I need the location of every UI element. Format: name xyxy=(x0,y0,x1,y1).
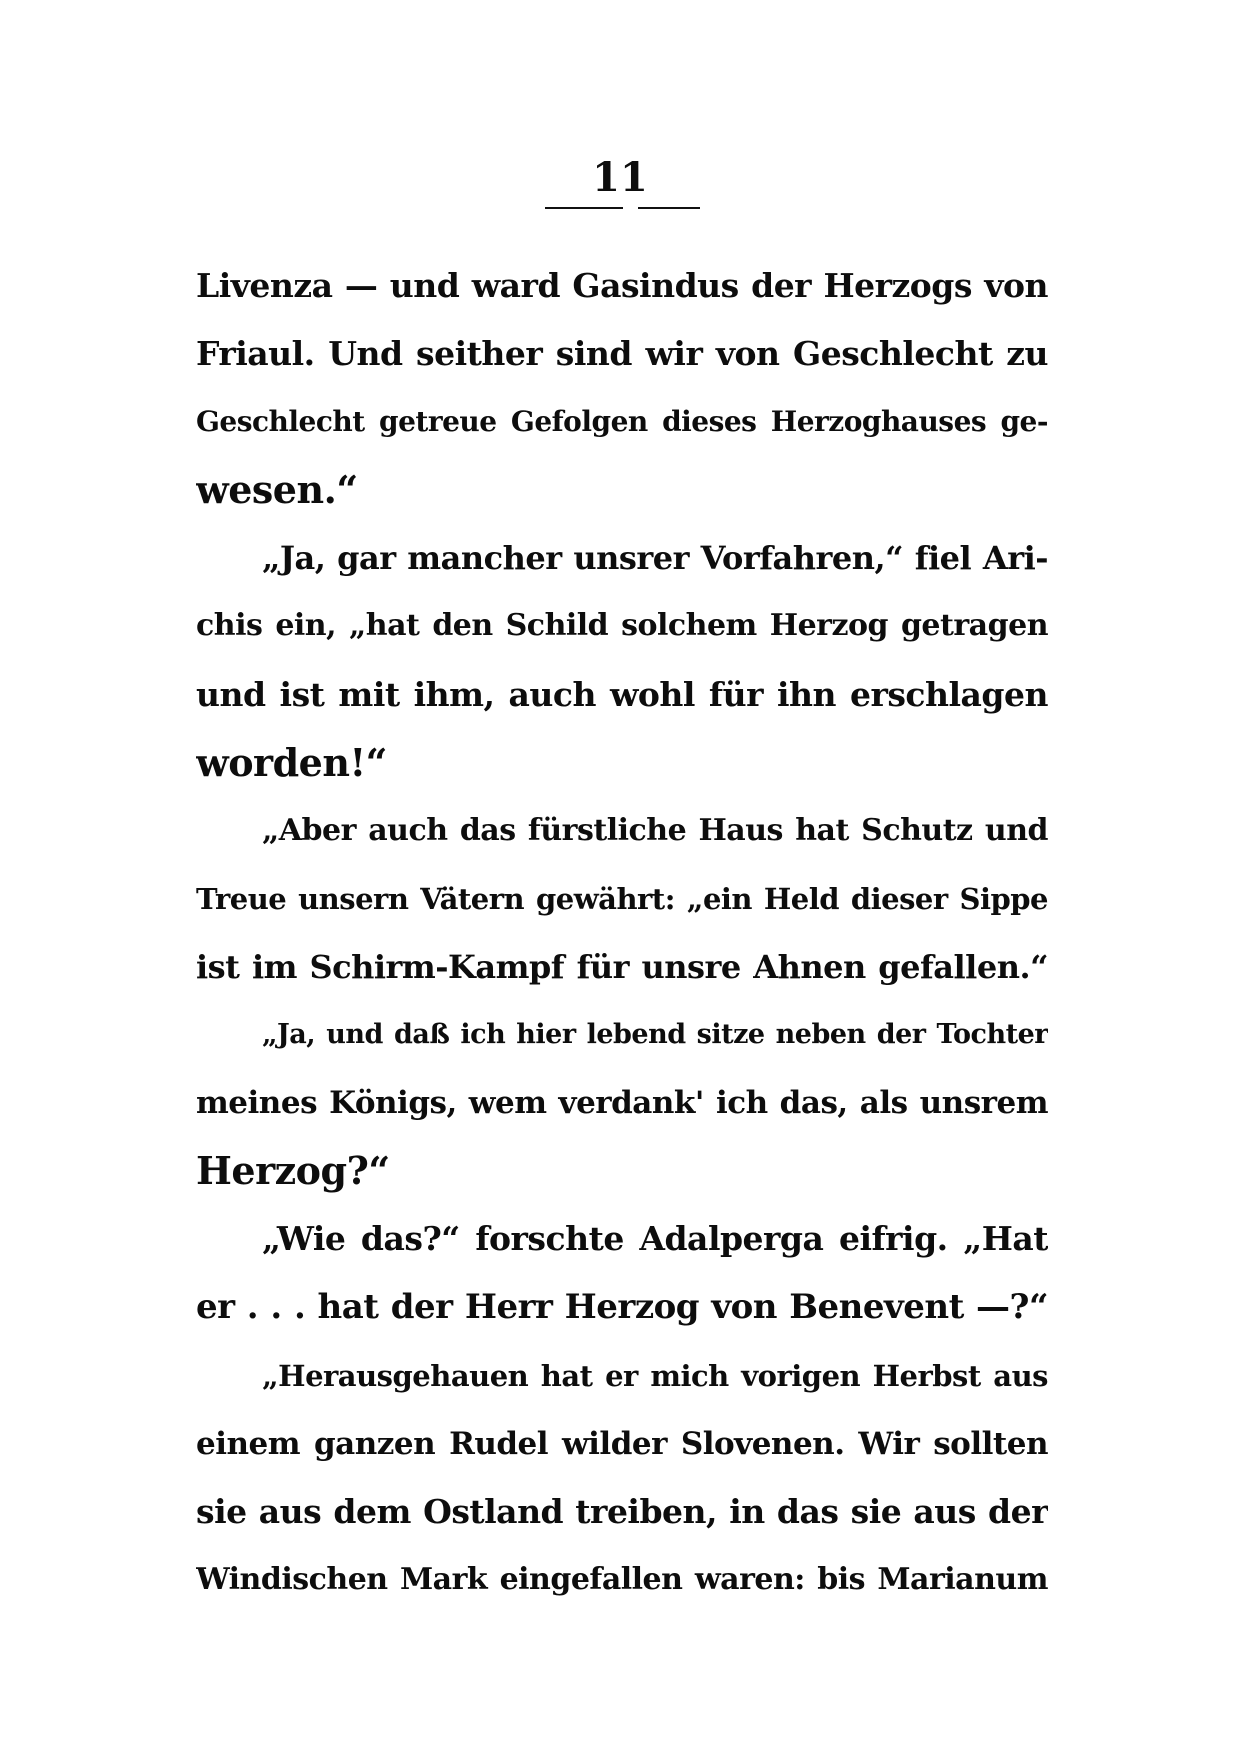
text-line: Windischen Mark eingefallen waren: bis Marianum xyxy=(196,1561,1048,1597)
page-number: 11 xyxy=(592,154,648,201)
text-line: worden!“ xyxy=(196,739,387,785)
text-line: er . . . hat der Herr Herzog von Benevent —?“ xyxy=(196,1287,1048,1328)
text-line: meines Königs, wem verdank' ich das, als unsrem xyxy=(196,1085,1048,1122)
text-line: und ist mit ihm, auch wohl für ihn erschlagen xyxy=(196,674,1048,714)
body-text xyxy=(196,252,1048,1614)
text-line: Treue unsern Vätern gewährt: „ein Held dieser Sippe xyxy=(196,881,1048,916)
text-line: Geschlecht getreue Gefolgen dieses Herzoghauses ge- xyxy=(196,405,1048,439)
text-line: chis ein, „hat den Schild solchem Herzog getragen xyxy=(196,608,1048,644)
text-line: „Wie das?“ forschte Adalperga eifrig. „Hat xyxy=(262,1219,1048,1259)
text-line: einem ganzen Rudel wilder Slovenen. Wir sollten xyxy=(196,1425,1048,1462)
text-line: Livenza — und ward Gasindus der Herzogs von xyxy=(196,266,1048,305)
text-line: „Ja, gar mancher unsrer Vorfahren,“ fiel Ari- xyxy=(262,539,1048,578)
header-rule-left xyxy=(545,207,623,209)
text-line: sie aus dem Ostland treiben, in das sie aus der xyxy=(196,1491,1048,1531)
text-line: „Aber auch das fürstliche Haus hat Schutz und xyxy=(262,812,1048,848)
header-rule-right xyxy=(638,207,700,209)
text-line: „Ja, und daß ich hier lebend sitze neben der Tochter xyxy=(262,1019,1048,1051)
text-line: wesen.“ xyxy=(196,467,358,513)
text-line: Friaul. Und seither sind wir von Geschlecht zu xyxy=(196,334,1048,374)
text-line: Herzog?“ xyxy=(196,1148,390,1194)
text-line: ist im Schirm-Kampf für unsre Ahnen gefallen.“ xyxy=(196,947,1048,986)
text-line: „Herausgehauen hat er mich vorigen Herbst aus xyxy=(262,1358,1048,1393)
